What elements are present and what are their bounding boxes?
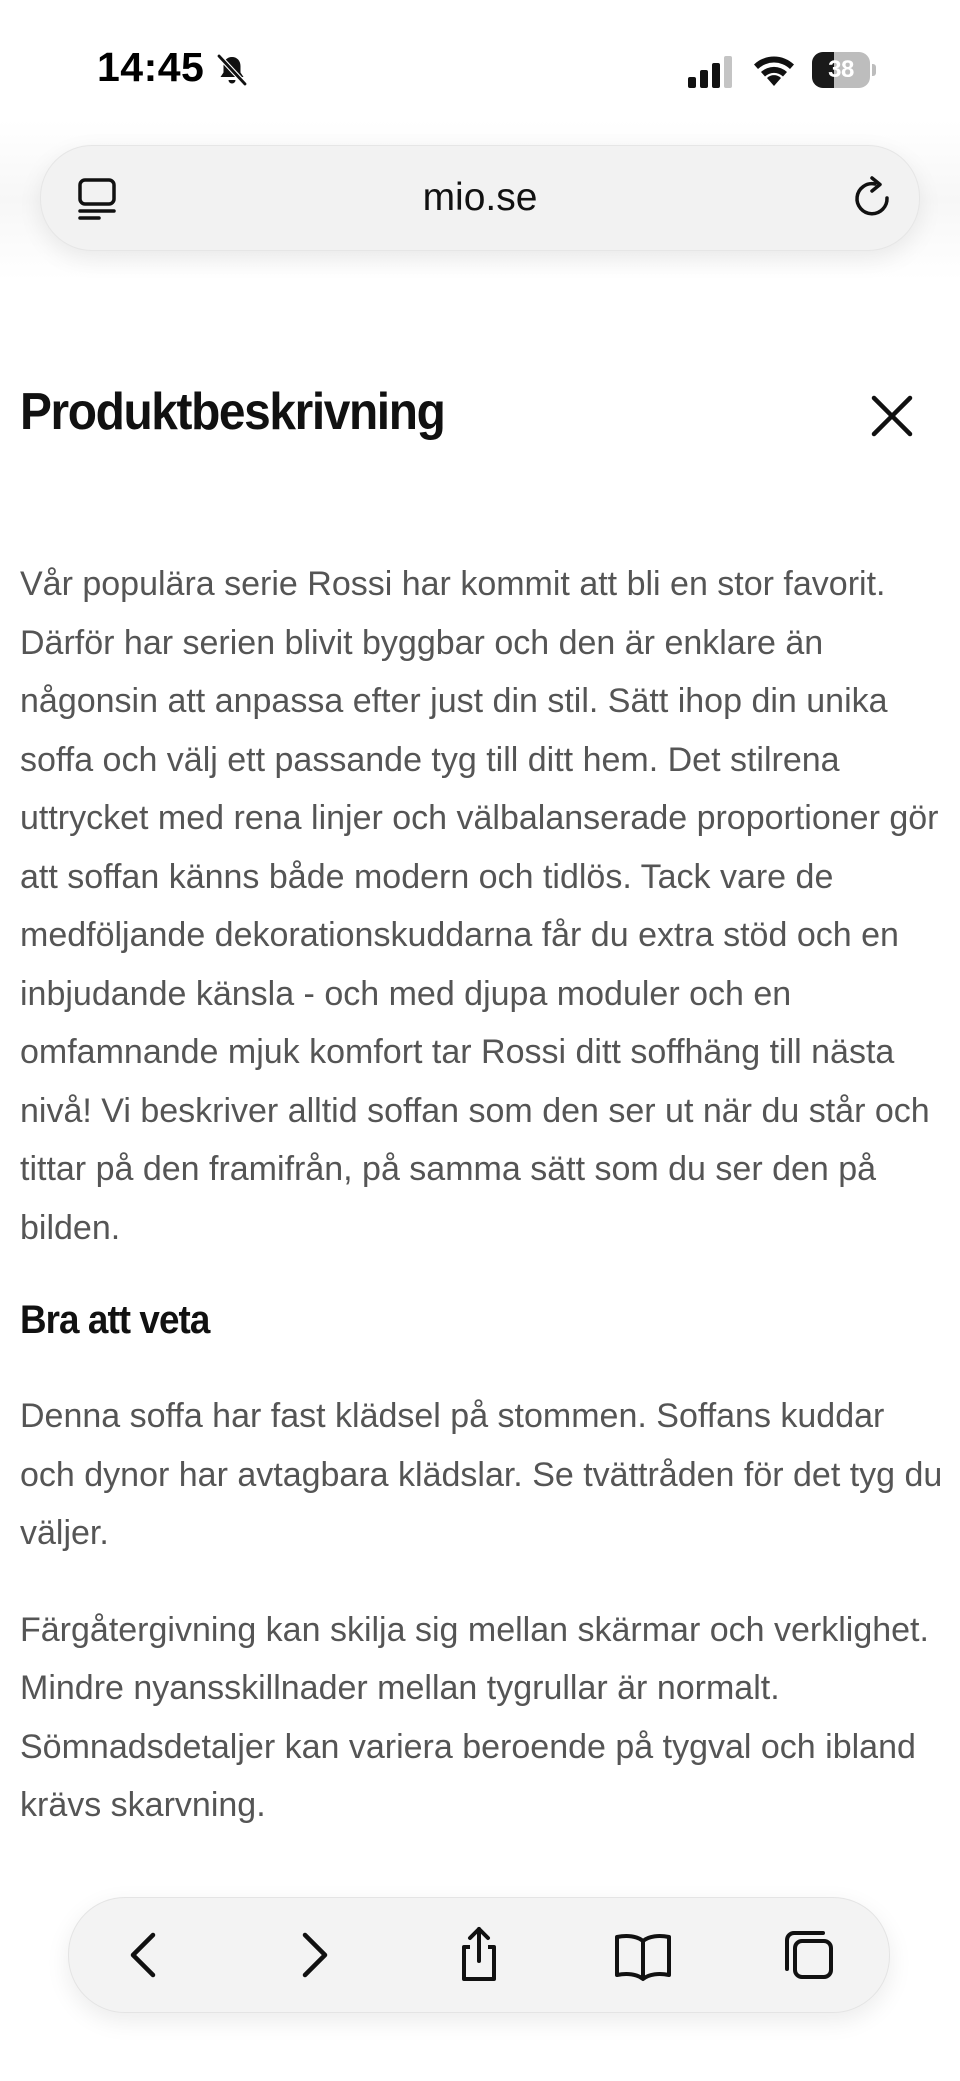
product-description (20, 555, 945, 1835)
bookmarks-icon[interactable] (613, 1925, 673, 1985)
back-icon[interactable] (115, 1925, 175, 1985)
cellular-signal-icon (688, 56, 732, 88)
reload-icon[interactable] (851, 176, 895, 222)
good-to-know-paragraph-2: Färgåtergivning kan skilja sig mellan skärmar och verklighet. Mindre nyansskillnader mellan tygrullar är normalt. Sömnadsdetaljer kan variera beroende på tygval och ibland krävs skarvning. (20, 1610, 929, 1824)
good-to-know-paragraph-1: Denna soffa har fast klädsel på stommen. Soffans kuddar och dynor har avtagbara klädslar. Se tvättråden för det tyg du väljer. (20, 1397, 943, 1552)
battery-icon (812, 52, 876, 88)
status-time: 14:45 (97, 44, 205, 90)
bell-slash-icon (214, 52, 250, 88)
url-text[interactable]: mio.se (422, 176, 538, 219)
share-icon[interactable] (449, 1925, 509, 1985)
page-title: Produktbeskrivning (20, 383, 445, 441)
forward-icon[interactable] (283, 1925, 343, 1985)
url-bar[interactable] (40, 145, 920, 251)
battery-level: 38 (828, 56, 854, 83)
wifi-icon (751, 50, 797, 88)
tabs-icon[interactable] (779, 1925, 839, 1985)
bottom-toolbar (68, 1897, 890, 2013)
close-icon[interactable] (862, 386, 922, 446)
good-to-know-heading: Bra att veta (20, 1298, 210, 1342)
description-paragraph: Vår populära serie Rossi har kommit att bli en stor favorit. Därför har serien blivit byggbar och den är enklare än någonsin att anpassa efter just din stil. Sätt ihop din unika soffa och välj ett passande tyg till ditt hem. Det stilrena uttrycket med rena linjer och välbalanserade proportioner gör att soffan känns både modern och tidlös. Tack vare de medföljande dekorationskuddarna får du extra stöd och en inbjudande känsla - och med djupa moduler och en omfamnande mjuk komfort tar Rossi ditt soffhäng till nästa nivå! Vi beskriver alltid soffan som den ser ut när du står och tittar på den framifrån, på samma sätt som du ser den på bilden. (20, 565, 939, 1247)
status-bar (0, 0, 960, 140)
tabs-menu-icon[interactable] (75, 176, 119, 222)
